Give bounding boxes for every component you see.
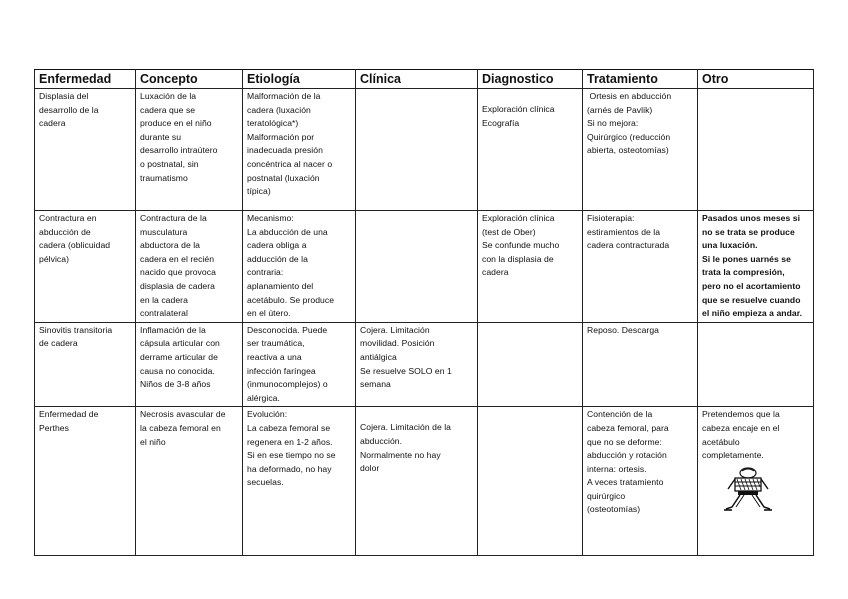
cell-text-line: la cabeza femoral en (140, 422, 221, 433)
cell-text-line: el niño empieza a andar. (702, 308, 803, 319)
cell-text-line: La cabeza femoral se (247, 422, 331, 433)
cell-text-line: trata la compresión, (702, 267, 785, 278)
cell-otro (698, 89, 814, 211)
cell-text-line: inadecuada presión (247, 145, 323, 156)
cell-text-line: cadera (482, 267, 509, 278)
cell-text-line: Quirúrgico (reducción (587, 131, 671, 142)
cell-text-line: cadera (39, 118, 66, 129)
cell-text-line: Luxación de la (140, 91, 197, 101)
cell-text-line: traumatismo (140, 172, 188, 183)
cell-text-line: Exploración clínica (482, 104, 555, 114)
cell-text-line: Si le pones uarnés se (702, 253, 791, 264)
cell-text-line: musculatura (140, 226, 188, 237)
cell-text-line: desarrollo de la (39, 104, 99, 115)
cell-text-line: cadera (luxación (247, 104, 311, 115)
cell-text-line: Pasados unos meses si (702, 213, 801, 223)
cell-text-line: movilidad. Posición (360, 338, 435, 349)
cell-text-line: Enfermedad de (39, 409, 99, 420)
cell-text-line: Contractura en (39, 213, 97, 223)
cell-text-line: Displasia del (39, 91, 89, 101)
cell-text-line: alérgica. (247, 392, 280, 403)
cell-text-line: una luxación. (702, 240, 758, 251)
cell-text-line: abductora de la (140, 240, 200, 251)
cell-otro (698, 322, 814, 407)
cell-enfermedad (35, 322, 136, 407)
cell-text-line: Perthes (39, 422, 69, 433)
cell-text-line: Desconocida. Puede (247, 324, 328, 335)
cell-text-line: Si no mejora: (587, 118, 639, 129)
cell-text-line: abducción y rotación (587, 450, 667, 461)
cell-text-line: postnatal (luxación (247, 172, 320, 183)
cell-text-line: infección faríngea (247, 365, 316, 376)
cell-text-line: Se resuelve SOLO en 1 (360, 365, 452, 376)
cell-text-line: contralateral (140, 308, 188, 319)
cell-text-line: Inflamación de la (140, 324, 206, 335)
cell-text-line: Malformación de la (247, 91, 321, 101)
cell-text-line: cadera obliga a (247, 240, 307, 251)
cell-text-line: con la displasia de (482, 253, 554, 264)
cell-text-line: Si en ese tiempo no se (247, 450, 336, 461)
cell-tratamiento (583, 322, 698, 407)
cell-tratamiento (583, 211, 698, 323)
cell-text-line: (test de Ober) (482, 226, 536, 237)
cell-text-line: dolor (360, 463, 380, 474)
cell-text-line: abducción. (360, 435, 403, 446)
cell-text-line: Necrosis avascular de (140, 409, 226, 420)
cell-otro (698, 407, 814, 556)
cell-text-line: semana (360, 379, 391, 390)
cell-text-line: cadera contracturada (587, 240, 670, 251)
cell-text-line: pélvica) (39, 253, 70, 264)
cell-text-line: La abducción de una (247, 226, 328, 237)
cell-text-line: (arnés de Pavlik) (587, 104, 653, 115)
cell-text-line: Reposo. Descarga (587, 324, 659, 335)
cell-text-line: abierta, osteotomías) (587, 145, 669, 156)
cell-text-line: nacido que provoca (140, 267, 216, 278)
cell-text-line: cabeza femoral, para (587, 422, 669, 433)
cell-text-line: cadera (oblicuidad (39, 240, 111, 251)
cell-concepto (136, 89, 243, 211)
header-enfermedad: Enfermedad (35, 70, 136, 89)
cell-etiologia (243, 89, 356, 211)
header-row (35, 70, 814, 89)
otro-text (702, 408, 809, 462)
cell-text-line: aplanamiento del (247, 280, 314, 291)
cell-text-line: Cojera. Limitación (360, 324, 430, 335)
header-otro: Otro (698, 70, 814, 89)
cell-text-line: Cojera. Limitación de la (360, 422, 452, 433)
cell-concepto (136, 407, 243, 556)
cell-text-line: de cadera (39, 338, 78, 349)
cell-text-line: (osteotomías) (587, 504, 641, 515)
cell-text-line: teratológica*) (247, 118, 299, 129)
cell-otro (698, 211, 814, 323)
cell-text-line: pero no el acortamiento (702, 280, 801, 291)
cell-text-line: acetábulo (702, 436, 740, 447)
cell-text-line: concéntrica al nacer o (247, 158, 333, 169)
cell-enfermedad (35, 407, 136, 556)
cell-text-line: Ecografía (482, 117, 520, 128)
header-diagnostico: Diagnostico (478, 70, 583, 89)
header-etiologia: Etiología (243, 70, 356, 89)
cell-text-line: cápsula articular con (140, 338, 220, 349)
cell-concepto (136, 322, 243, 407)
cell-text-line: interna: ortesis. (587, 463, 647, 474)
header-concepto: Concepto (136, 70, 243, 89)
cell-text-line: típica) (247, 186, 271, 197)
cell-diagnostico (478, 211, 583, 323)
cell-tratamiento (583, 89, 698, 211)
cell-etiologia (243, 407, 356, 556)
cell-text-line: Mecanismo: (247, 213, 294, 223)
cell-diagnostico (478, 322, 583, 407)
table-row (35, 407, 814, 556)
cell-text-line: Ortesis en abducción (587, 91, 672, 101)
cell-text-line: ha deformado, no hay (247, 463, 332, 474)
cell-text-line: quirúrgico (587, 490, 626, 501)
cell-text-line: Se confunde mucho (482, 240, 560, 251)
cell-text-line: cadera que se (140, 104, 196, 115)
cell-text-line: Fisioterapia: (587, 213, 635, 223)
cell-text-line: en el útero. (247, 308, 291, 319)
table-row (35, 89, 814, 211)
table-row (35, 322, 814, 407)
cell-text-line: no se trata se produce (702, 226, 795, 237)
cell-text-line: desarrollo intraútero (140, 145, 218, 156)
header-tratamiento: Tratamiento (583, 70, 698, 89)
cell-text-line: estiramientos de la (587, 226, 661, 237)
cell-text-line: A veces tratamiento (587, 477, 664, 488)
cell-text-line: Sinovitis transitoria (39, 324, 113, 335)
cell-clinica (356, 322, 478, 407)
child-in-abduction-orthosis-icon (722, 467, 809, 518)
cell-text-line: contraria: (247, 267, 284, 278)
cell-text-line: Normalmente no hay (360, 449, 441, 460)
cell-text-line: displasia de cadera (140, 280, 215, 291)
cell-text-line: Malformación por (247, 131, 315, 142)
cell-text-line: derrame articular de (140, 351, 218, 362)
table-row (35, 211, 814, 323)
cell-text-line: cabeza encaje en el (702, 422, 780, 433)
header-clinica: Clínica (356, 70, 478, 89)
cell-clinica (356, 407, 478, 556)
cell-text-line: completamente. (702, 450, 764, 461)
cell-text-line: que no se deforme: (587, 436, 662, 447)
cell-etiologia (243, 322, 356, 407)
cell-text-line: Evolución: (247, 409, 288, 420)
cell-clinica (356, 211, 478, 323)
disease-table (34, 69, 814, 556)
cell-concepto (136, 211, 243, 323)
cell-text-line: ser traumática, (247, 338, 305, 349)
cell-text-line: en la cadera (140, 294, 188, 305)
cell-text-line: Niños de 3-8 años (140, 379, 211, 390)
cell-text-line: cadera en el recién (140, 253, 215, 264)
cell-text-line: regenera en 1-2 años. (247, 436, 333, 447)
cell-text-line: antiálgica (360, 351, 397, 362)
cell-text-line: adducción de la (247, 253, 308, 264)
cell-diagnostico (478, 407, 583, 556)
cell-text-line: secuelas. (247, 477, 284, 488)
cell-text-line: produce en el niño (140, 118, 212, 129)
cell-text-line: (inmunocomplejos) o (247, 379, 328, 390)
cell-text-line: causa no conocida. (140, 365, 215, 376)
cell-etiologia (243, 211, 356, 323)
cell-text-line: Contención de la (587, 409, 653, 420)
cell-text-line: durante su (140, 131, 182, 142)
cell-text-line: el niño (140, 436, 166, 447)
cell-clinica (356, 89, 478, 211)
cell-text-line: Contractura de la (140, 213, 207, 223)
cell-tratamiento (583, 407, 698, 556)
cell-text-line: reactiva a una (247, 351, 302, 362)
cell-enfermedad (35, 89, 136, 211)
cell-text-line: abducción de (39, 226, 91, 237)
cell-diagnostico (478, 89, 583, 211)
cell-text-line: Pretendemos que la (702, 409, 780, 420)
cell-text-line: que se resuelve cuando (702, 294, 801, 305)
cell-text-line: acetábulo. Se produce (247, 294, 335, 305)
cell-enfermedad (35, 211, 136, 323)
cell-text-line: Exploración clínica (482, 213, 555, 223)
cell-text-line: o postnatal, sin (140, 158, 199, 169)
